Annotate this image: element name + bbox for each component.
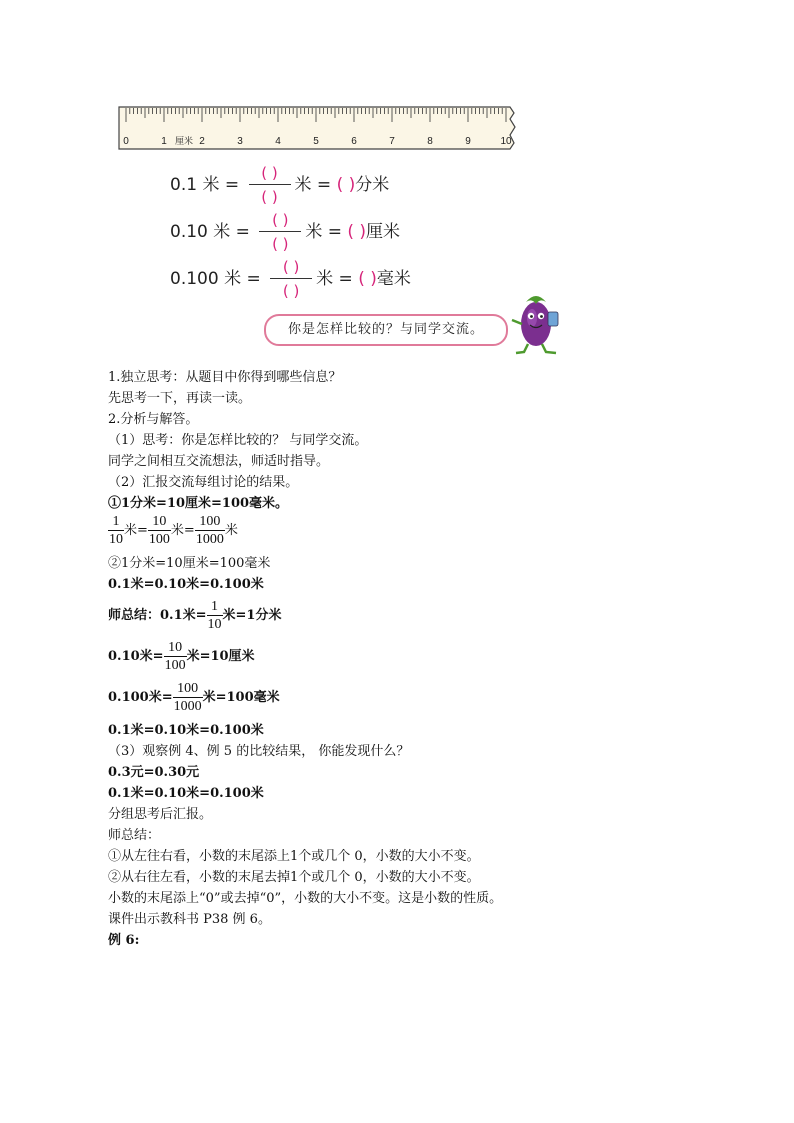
row-lhs: 0.100 米 = bbox=[170, 269, 261, 289]
row-lhs: 0.1 米 = bbox=[170, 175, 240, 195]
ruler-label: 4 bbox=[275, 136, 281, 147]
row-mid: 米 = bbox=[316, 269, 353, 289]
ruler-label: 7 bbox=[389, 136, 395, 147]
fraction: $\frac{10}{100}$ bbox=[164, 640, 186, 673]
text-line: 0.1米=0.10米=0.100米 bbox=[108, 723, 264, 738]
blank-fraction[interactable]: $\frac{( )}{( )}$ bbox=[257, 212, 303, 252]
text-line: （1）思考：你是怎样比较的？ 与同学交流。 bbox=[108, 433, 368, 448]
blank-fraction[interactable]: $\frac{( )}{( )}$ bbox=[268, 259, 314, 299]
text-line: 课件出示教科书 P38 例 6。 bbox=[108, 912, 271, 927]
fraction-line: 师总结：0.1米= $\frac{1}{10}$ 米=1分米 bbox=[108, 599, 282, 632]
text-line: （2）汇报交流每组讨论的结果。 bbox=[108, 475, 299, 490]
exercise-row-3 bbox=[170, 259, 411, 299]
text-line: 同学之间相互交流想法，师适时指导。 bbox=[108, 454, 330, 469]
text-line: 先思考一下，再读一读。 bbox=[108, 391, 252, 406]
ruler-label: 5 bbox=[313, 136, 319, 147]
text-line: 1.独立思考：从题目中你得到哪些信息？ bbox=[108, 370, 342, 385]
text-line: 2.分析与解答。 bbox=[108, 412, 199, 427]
ruler-label: 1 bbox=[161, 136, 167, 147]
text-line: （3）观察例 4、例 5 的比较结果， 你能发现什么？ bbox=[108, 744, 410, 759]
ruler-label: 9 bbox=[465, 136, 471, 147]
blank-answer[interactable]: ( ) bbox=[347, 222, 367, 242]
text-line: 0.3元=0.30元 bbox=[108, 765, 200, 780]
text-line: 分组思考后汇报。 bbox=[108, 807, 213, 822]
text-line: ②1分米=10厘米=100毫米 bbox=[108, 556, 271, 571]
ruler-unit-label: 厘米 bbox=[174, 137, 194, 147]
speech-bubble: 你是怎样比较的？与同学交流。 bbox=[264, 314, 508, 346]
ruler-label: 6 bbox=[351, 136, 357, 147]
ruler-label: 10 bbox=[500, 136, 512, 147]
fraction: $\frac{10}{100}$ bbox=[148, 514, 170, 547]
row-mid: 米 = bbox=[305, 222, 342, 242]
row-unit: 毫米 bbox=[376, 269, 411, 289]
blank-answer[interactable]: ( ) bbox=[336, 175, 356, 195]
ruler-label: 3 bbox=[237, 136, 243, 147]
ruler-label: 8 bbox=[427, 136, 433, 147]
row-unit: 分米 bbox=[355, 175, 390, 195]
text-line: 例 6: bbox=[108, 933, 140, 948]
text-line: 小数的末尾添上“0”或去掉“0”，小数的大小不变。这是小数的性质。 bbox=[108, 891, 503, 906]
ruler-illustration bbox=[118, 105, 520, 151]
text-line: 0.1米=0.10米=0.100米 bbox=[108, 786, 264, 801]
fraction-line: $\frac{1}{10}$ 米= $\frac{10}{100}$ 米= $\frac{100}{1000}$ 米 bbox=[109, 514, 238, 547]
text-line: ①1分米=10厘米=100毫米。 bbox=[108, 496, 289, 511]
blank-answer[interactable]: ( ) bbox=[358, 269, 377, 289]
text-line: ②从右往左看，小数的末尾去掉1个或几个 0，小数的大小不变。 bbox=[108, 870, 480, 885]
exercise-row-2 bbox=[170, 212, 400, 252]
fraction: $\frac{100}{1000}$ bbox=[173, 681, 202, 714]
row-lhs: 0.10 米 = bbox=[170, 222, 250, 242]
row-mid: 米 = bbox=[294, 175, 332, 195]
fraction: $\frac{1}{10}$ bbox=[109, 514, 123, 547]
fraction-line: 0.100米= $\frac{100}{1000}$ 米=100毫米 bbox=[108, 681, 280, 714]
ruler-label: 2 bbox=[199, 136, 205, 147]
text-line: ①从左往右看，小数的末尾添上1个或几个 0，小数的大小不变。 bbox=[108, 849, 480, 864]
fraction-line: 0.10米= $\frac{10}{100}$ 米=10厘米 bbox=[108, 640, 255, 673]
fraction: $\frac{100}{1000}$ bbox=[195, 514, 224, 547]
blank-fraction[interactable]: $\frac{( )}{( )}$ bbox=[247, 165, 293, 205]
text-line: 0.1米=0.10米=0.100米 bbox=[108, 577, 264, 592]
fraction: $\frac{1}{10}$ bbox=[207, 599, 222, 632]
eggplant-mascot-icon bbox=[508, 288, 570, 358]
text-line: 师总结： bbox=[108, 828, 161, 843]
row-unit: 厘米 bbox=[366, 222, 401, 242]
exercise-row-1 bbox=[170, 165, 389, 205]
ruler-label: 0 bbox=[123, 136, 129, 147]
